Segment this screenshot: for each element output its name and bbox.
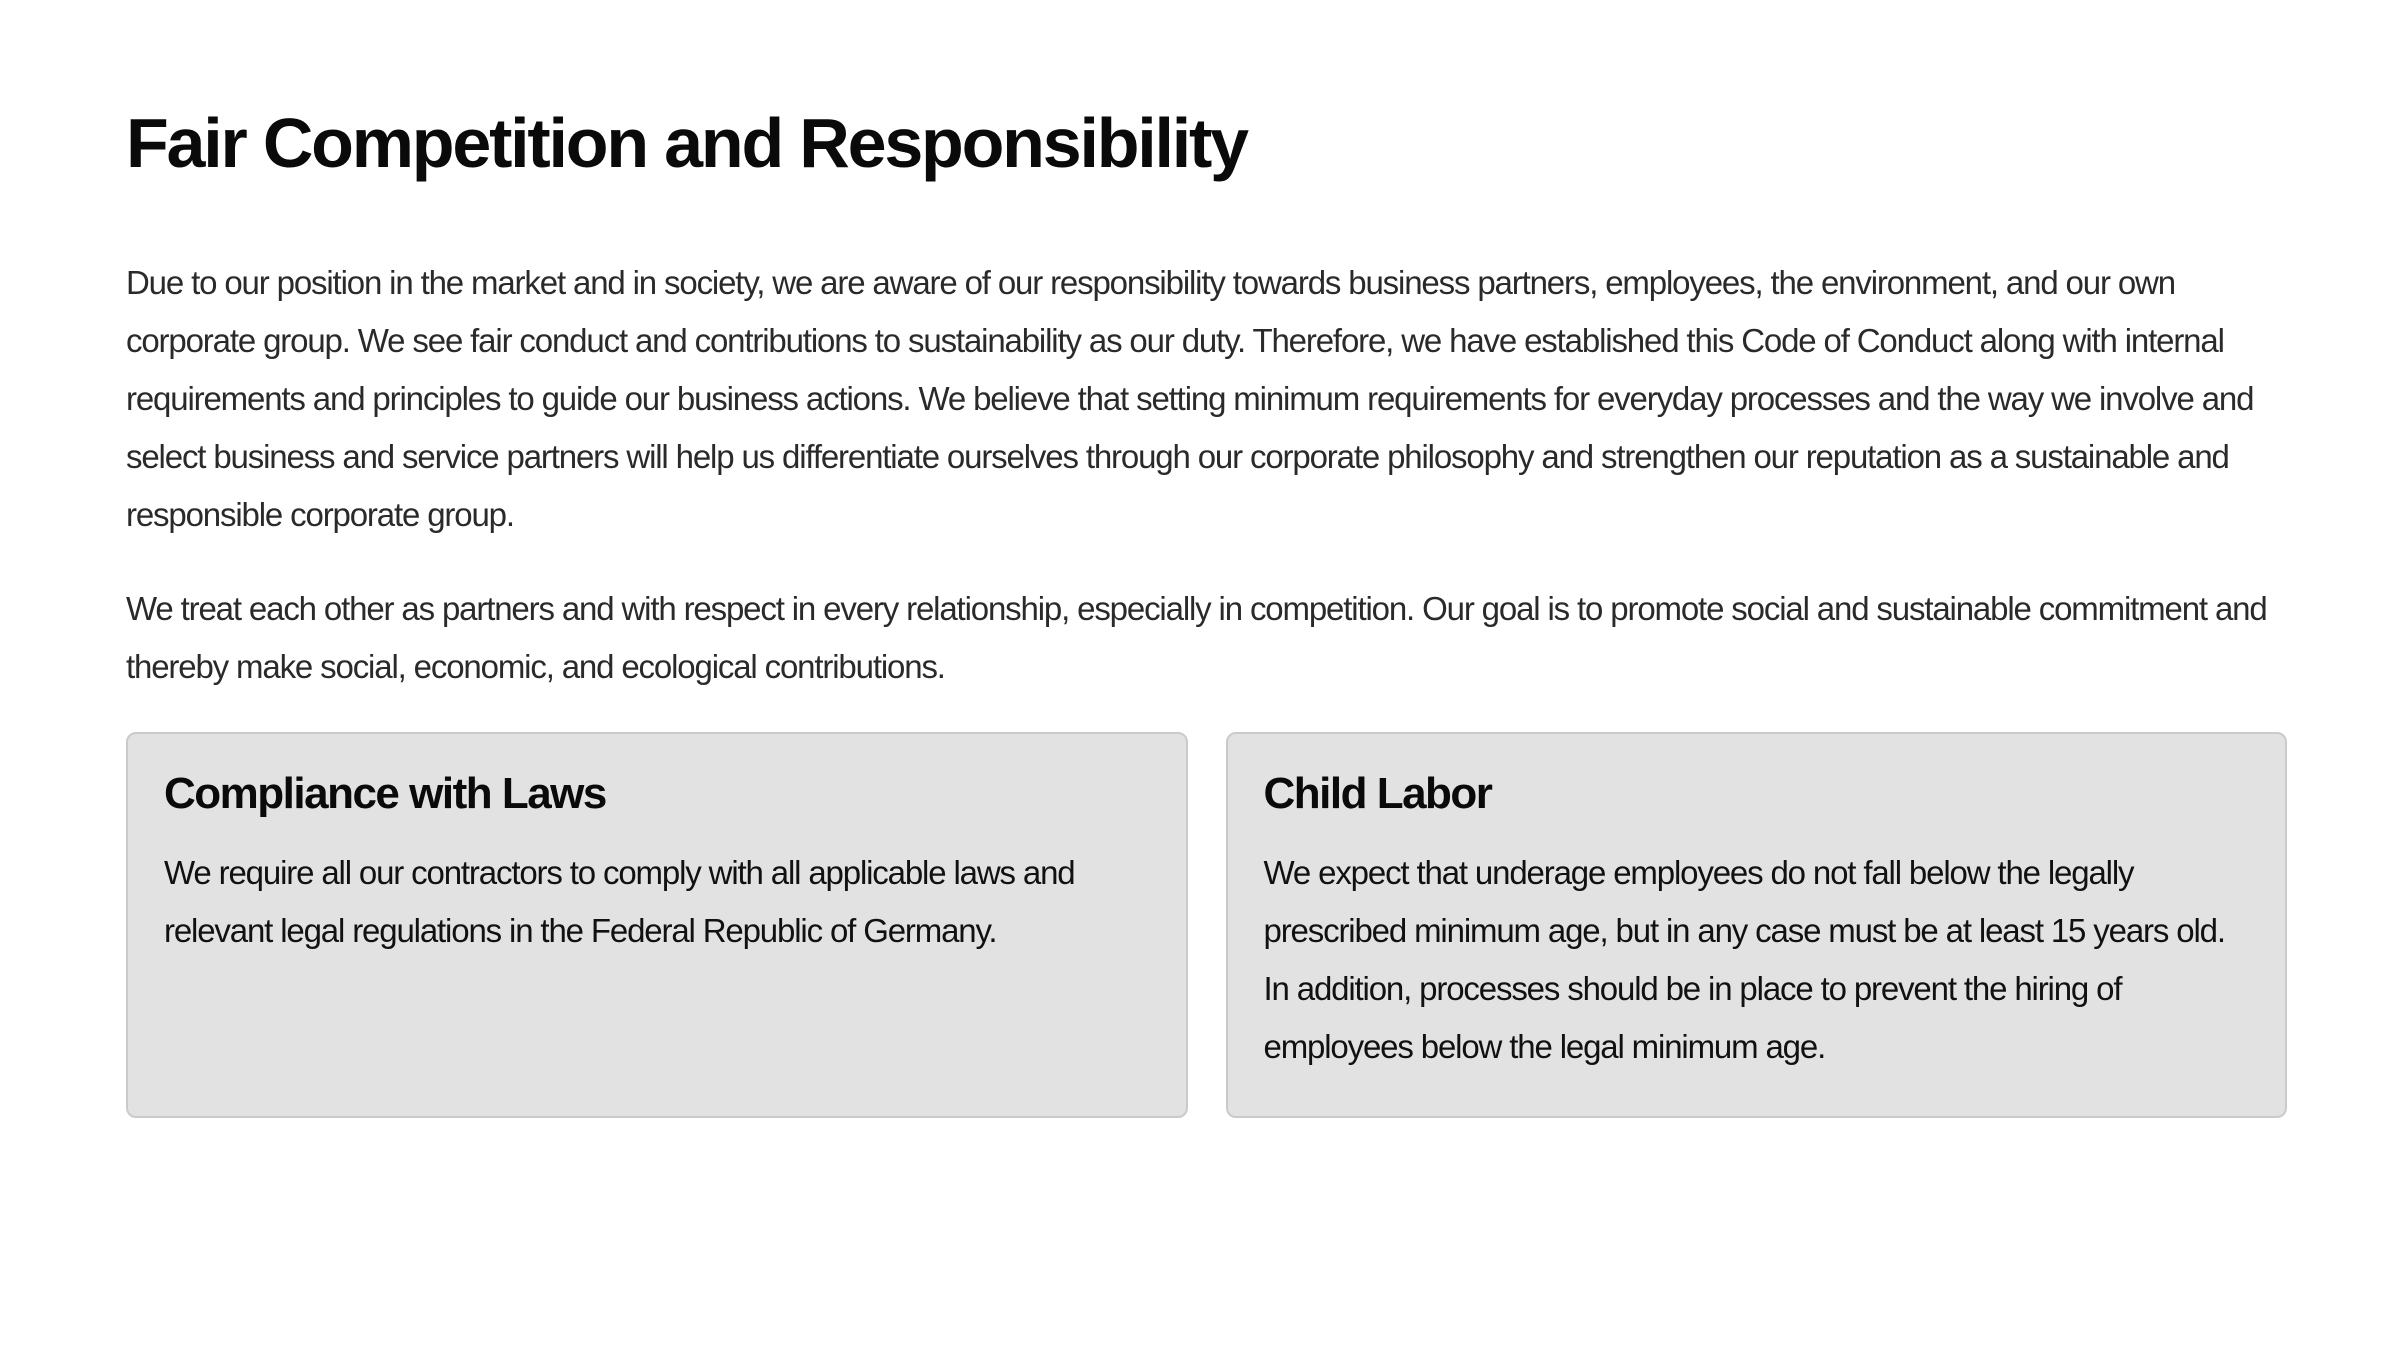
card-text: We expect that underage employees do not fall below the legally prescribed minimum age, but in any case must be at least 15 years old. In addition, processes should be in place to prevent the hiring of employees below the legal minimum age. [1263,854,2225,1065]
card-title: Child Labor [1263,769,1492,818]
card-child-labor [1226,732,2288,1118]
page-title: Fair Competition and Responsibility [126,104,1247,182]
intro-section [126,254,2287,696]
intro-paragraph: We treat each other as partners and with respect in every relationship, especially in competition. Our goal is to promote social and sustainable commitment and thereby make social, economic, and ecological contributions. [126,590,2267,685]
card-compliance-with-laws [126,732,1188,1118]
intro-paragraph: Due to our position in the market and in society, we are aware of our responsibility towards business partners, employees, the environment, and our own corporate group. We see fair conduct and contributions to sustainability as our duty. Therefore, we have established this Code of Conduct along with internal requirements and principles to guide our business actions. We believe that setting minimum requirements for everyday processes and the way we involve and select business and service partners will help us differentiate ourselves through our corporate philosophy and strengthen our reputation as a sustainable and responsible corporate group. [126,264,2254,533]
card-text: We require all our contractors to comply with all applicable laws and relevant legal regulations in the Federal Republic of Germany. [164,854,1075,949]
principles-cards [126,732,2287,1118]
card-title: Compliance with Laws [164,769,606,818]
